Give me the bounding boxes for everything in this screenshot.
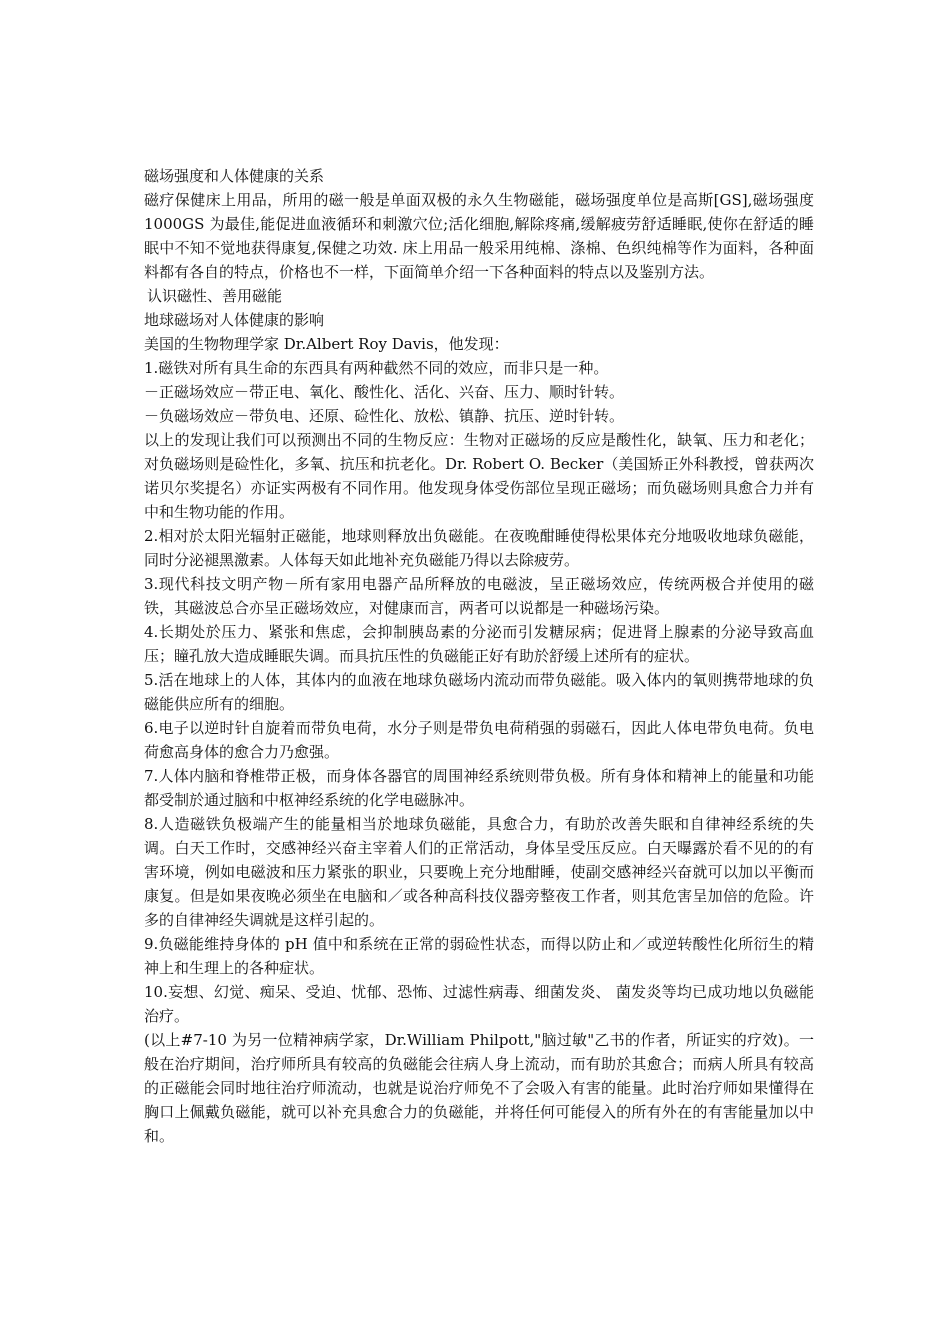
intro-paragraph: 磁疗保健床上用品，所用的磁一般是单面双极的永久生物磁能，磁场强度单位是高斯[GS],磁场强度 1000GS 为最佳,能促进血液循环和刺激穴位;活化细胞,解除疼痛,缓解疲劳舒适睡眠,使你在舒适的睡眠中不知不觉地获得康复,保健之功效. 床上用品一般采用纯棉、涤棉、色织纯棉等作为面料，各种面料都有各自的特点，价格也不一样，下面简单介绍一下各种面料的特点以及鉴别方法。 — [144, 191, 814, 281]
list-item-7: 7.人体内脑和脊椎带正极，而身体各器官的周围神经系统则带负极。所有身体和精神上的能量和功能都受制於通过脑和中枢神经系统的化学电磁脉冲。 — [144, 767, 814, 809]
list-item-3: 3.现代科技文明产物－所有家用电器产品所释放的电磁波，呈正磁场效应，传统两极合并使用的磁铁，其磁波总合亦呈正磁场效应，对健康而言，两者可以说都是一种磁场污染。 — [144, 575, 814, 617]
paragraph-davis: 美国的生物物理学家 Dr.Albert Roy Davis，他发现： — [144, 335, 509, 353]
section-heading-magnetism: 认识磁性、善用磁能 — [147, 287, 283, 305]
list-item-2: 2.相对於太阳光辐射正磁能，地球则释放出负磁能。在夜晚酣睡使得松果体充分地吸收地球负磁能，同时分泌褪黑激素。人体每天如此地补充负磁能乃得以去除疲劳。 — [144, 527, 814, 569]
paragraph-philpott: (以上#7-10 为另一位精神病学家，Dr.William Philpott,"脑过敏"乙书的作者，所证实的疗效)。一般在治疗期间，治疗师所具有较高的负磁能会往病人身上流动，而有助於其愈合；而病人所具有较高的正磁能会同时地往治疗师流动，也就是说治疗师免不了会吸入有害的能量。此时治疗师如果懂得在胸口上佩戴负磁能，就可以补充具愈合力的负磁能，并将任何可能侵入的所有外在的有害能量加以中和。 — [144, 1031, 814, 1145]
list-item-1: 1.磁铁对所有具生命的东西具有两种截然不同的效应，而非只是一种。 — [144, 359, 609, 377]
list-item-5: 5.活在地球上的人体，其体内的血液在地球负磁场内流动而带负磁能。吸入体内的氧则携带地球的负磁能供应所有的细胞。 — [144, 671, 814, 713]
list-item-9: 9.负磁能维持身体的 pH 值中和系统在正常的弱硷性状态，而得以防止和／或逆转酸性化所衍生的精神上和生理上的各种症状。 — [144, 935, 814, 977]
list-item-8: 8.人造磁铁负极端产生的能量相当於地球负磁能，具愈合力，有助於改善失眠和自律神经系统的失调。白天工作时，交感神经兴奋主宰着人们的正常活动，身体呈受压反应。白天曝露於看不见的的有害环境，例如电磁波和压力紧张的职业，只要晚上充分地酣睡，使副交感神经兴奋就可以加以平衡而康复。但是如果夜晚必须坐在电脑和／或各种高科技仪器旁整夜工作者，则其危害呈加倍的危险。许多的自律神经失调就是这样引起的。 — [144, 815, 814, 929]
negative-field-effect: －负磁场效应－带负电、还原、硷性化、放松、镇静、抗压、逆时针转。 — [144, 407, 625, 425]
document-title: 磁场强度和人体健康的关系 — [144, 167, 325, 185]
document-body — [144, 164, 814, 1148]
list-item-6: 6.电子以逆时针自旋着而带负电荷，水分子则是带负电荷稍强的弱磁石，因此人体电带负电荷。负电荷愈高身体的愈合力乃愈强。 — [144, 719, 814, 761]
paragraph-becker: 以上的发现让我们可以预测出不同的生物反应：生物对正磁场的反应是酸性化，缺氧、压力和老化；对负磁场则是硷性化，多氧、抗压和抗老化。Dr. Robert O. Becker（美国矫正外科教授，曾获两次诺贝尔奖提名）亦证实两极有不同作用。他发现身体受伤部位呈现正磁场；而负磁场则具愈合力并有中和生物功能的作用。 — [144, 431, 814, 521]
section-heading-earth-field: 地球磁场对人体健康的影响 — [144, 311, 325, 329]
list-item-10: 10.妄想、幻觉、痴呆、受迫、忧郁、恐怖、过滤性病毒、细菌发炎、 菌发炎等均已成功地以负磁能治疗。 — [144, 983, 814, 1025]
positive-field-effect: －正磁场效应－带正电、氧化、酸性化、活化、兴奋、压力、顺时针转。 — [144, 383, 625, 401]
list-item-4: 4.长期处於压力、紧张和焦虑，会抑制胰岛素的分泌而引发糖尿病；促进肾上腺素的分泌导致高血压；瞳孔放大造成睡眠失调。而具抗压性的负磁能正好有助於舒缓上述所有的症状。 — [144, 623, 814, 665]
